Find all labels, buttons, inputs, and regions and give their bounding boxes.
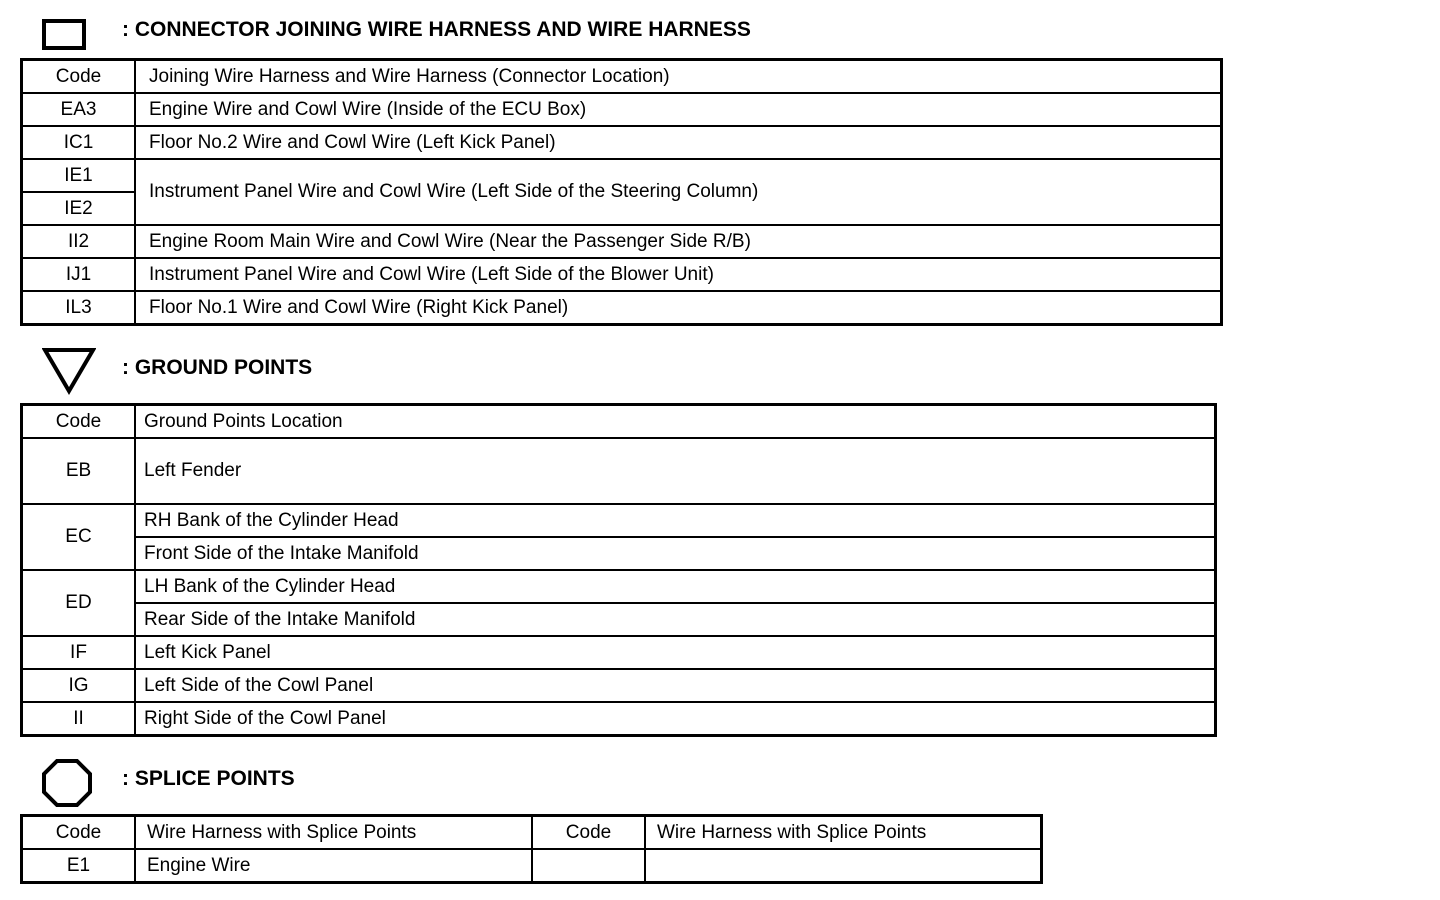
location-header: Joining Wire Harness and Wire Harness (Connector Location) (135, 60, 1221, 93)
ground-location: LH Bank of the Cylinder Head (135, 570, 1215, 603)
table-row (22, 258, 1221, 291)
table-header-row (22, 816, 1041, 849)
connector-code: IL3 (22, 291, 135, 324)
connector-code: IJ1 (22, 258, 135, 291)
code-header: Code (22, 816, 135, 849)
location-header: Ground Points Location (135, 405, 1215, 438)
inverted-triangle-icon (42, 347, 96, 395)
table-row (22, 849, 1041, 882)
splice-wire: Engine Wire (135, 849, 532, 882)
table-row (22, 438, 1215, 504)
ground-location: RH Bank of the Cylinder Head (135, 504, 1215, 537)
ground-location: Left Kick Panel (135, 636, 1215, 669)
splice-table (21, 815, 1042, 883)
ground-code: IF (22, 636, 135, 669)
connector-location: Instrument Panel Wire and Cowl Wire (Left Side of the Blower Unit) (135, 258, 1221, 291)
table-row (22, 126, 1221, 159)
connector-location: Engine Wire and Cowl Wire (Inside of the ECU Box) (135, 93, 1221, 126)
splice-code (532, 849, 645, 882)
octagon-outline-icon (41, 758, 93, 808)
code-header: Code (22, 60, 135, 93)
wire-harness-header: Wire Harness with Splice Points (135, 816, 532, 849)
table-header-row (22, 60, 1221, 93)
table-header-row (22, 405, 1215, 438)
connector-section-title: : CONNECTOR JOINING WIRE HARNESS AND WIRE HARNESS (122, 18, 751, 41)
ground-code: ED (22, 570, 135, 636)
connector-code: IE2 (22, 192, 135, 225)
ground-location: Right Side of the Cowl Panel (135, 702, 1215, 735)
connector-location: Engine Room Main Wire and Cowl Wire (Near the Passenger Side R/B) (135, 225, 1221, 258)
ground-code: II (22, 702, 135, 735)
ground-location: Left Side of the Cowl Panel (135, 669, 1215, 702)
splice-section-title: : SPLICE POINTS (122, 767, 295, 790)
square-outline-icon (42, 19, 86, 51)
code-header: Code (532, 816, 645, 849)
table-row (22, 702, 1215, 735)
table-row (22, 570, 1215, 603)
connector-location: Floor No.1 Wire and Cowl Wire (Right Kick Panel) (135, 291, 1221, 324)
connector-location: Floor No.2 Wire and Cowl Wire (Left Kick Panel) (135, 126, 1221, 159)
ground-code: EC (22, 504, 135, 570)
connector-code: IE1 (22, 159, 135, 192)
connector-table (21, 59, 1222, 325)
table-row (22, 225, 1221, 258)
table-row (22, 93, 1221, 126)
connector-code: II2 (22, 225, 135, 258)
table-row (22, 159, 1221, 192)
ground-section-title: : GROUND POINTS (122, 356, 313, 379)
ground-table (21, 404, 1216, 736)
ground-location: Rear Side of the Intake Manifold (135, 603, 1215, 636)
table-row (22, 669, 1215, 702)
connector-location: Instrument Panel Wire and Cowl Wire (Left Side of the Steering Column) (135, 159, 1221, 225)
table-row (22, 291, 1221, 324)
splice-code: E1 (22, 849, 135, 882)
table-row (22, 636, 1215, 669)
ground-code: EB (22, 438, 135, 504)
code-header: Code (22, 405, 135, 438)
wire-harness-header: Wire Harness with Splice Points (645, 816, 1041, 849)
ground-location: Left Fender (135, 438, 1215, 504)
ground-code: IG (22, 669, 135, 702)
splice-wire (645, 849, 1041, 882)
table-row (22, 537, 1215, 570)
ground-location: Front Side of the Intake Manifold (135, 537, 1215, 570)
connector-code: EA3 (22, 93, 135, 126)
table-row (22, 504, 1215, 537)
connector-code: IC1 (22, 126, 135, 159)
table-row (22, 603, 1215, 636)
